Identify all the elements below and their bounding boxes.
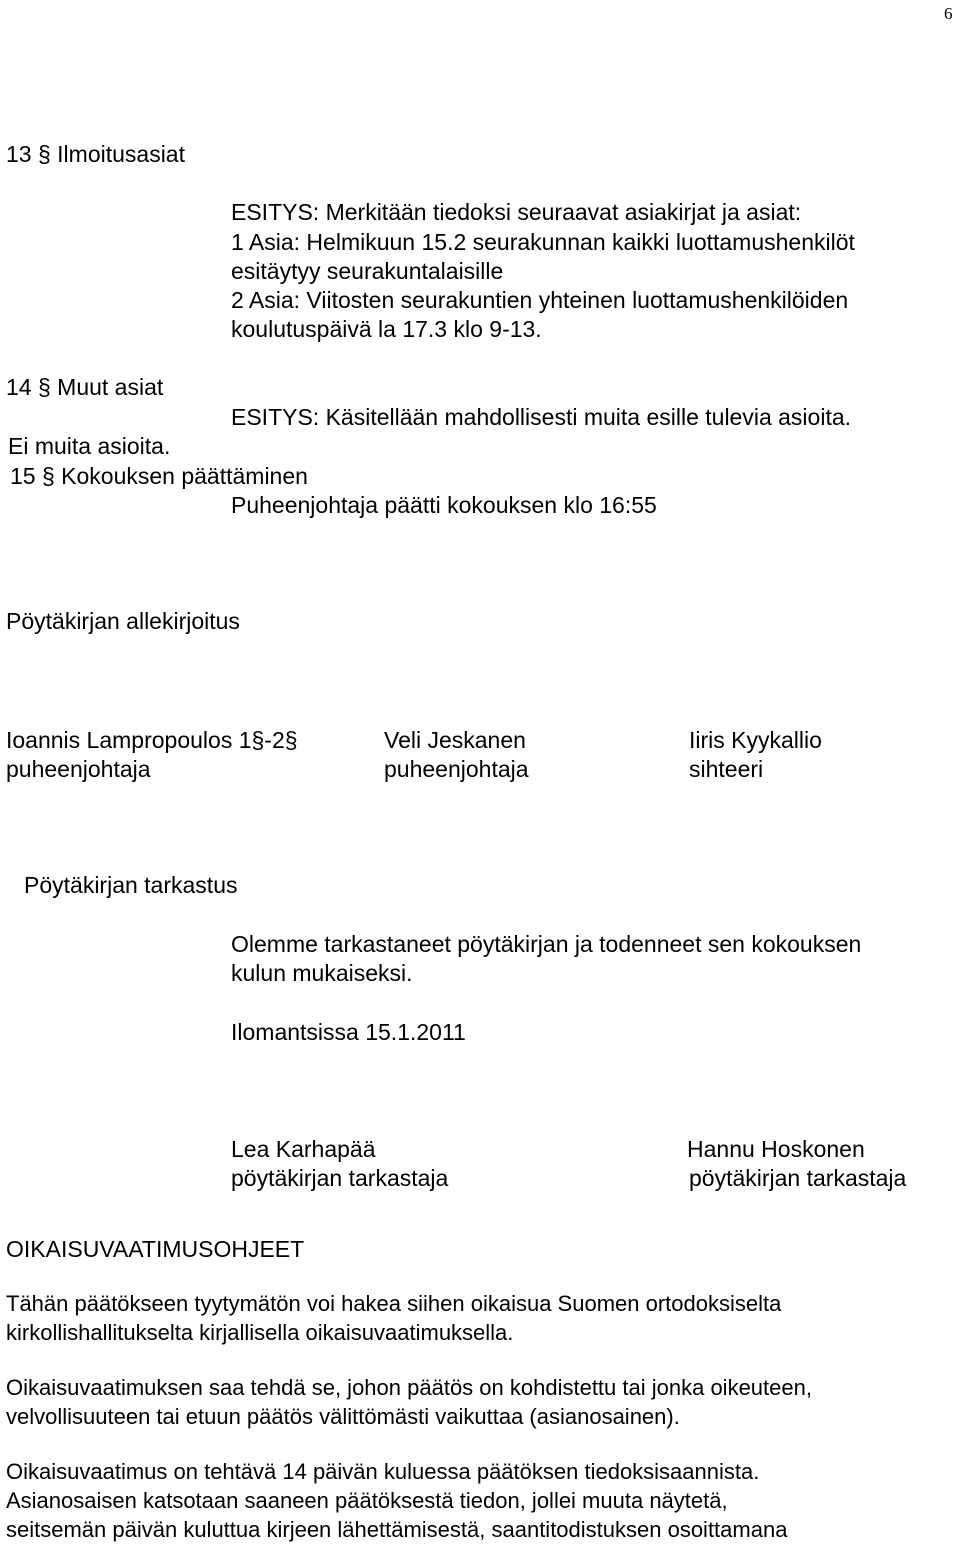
reviewer-role: pöytäkirjan tarkastaja <box>231 1165 449 1191</box>
signer-name: Veli Jeskanen <box>384 727 526 753</box>
page-number: 6 <box>944 4 953 23</box>
section-14-decision: Ei muita asioita. <box>8 433 171 459</box>
review-statement: kulun mukaiseksi. <box>231 960 413 986</box>
section-15-text: Puheenjohtaja päätti kokouksen klo 16:55 <box>231 492 657 518</box>
appeal-paragraph-line: seitsemän päivän kuluttua kirjeen lähettämisestä, saantitodistuksen osoittamana <box>6 1517 788 1542</box>
signer-role: puheenjohtaja <box>384 756 529 782</box>
review-place-date: Ilomantsissa 15.1.2011 <box>231 1019 466 1045</box>
section-13-line: ESITYS: Merkitään tiedoksi seuraavat asiakirjat ja asiat: <box>231 199 802 225</box>
reviewer-name: Hannu Hoskonen <box>687 1136 865 1162</box>
section-15-heading: 15 § Kokouksen päättäminen <box>10 463 308 489</box>
section-14-heading: 14 § Muut asiat <box>6 374 164 400</box>
appeal-paragraph-line: Asianosaisen katsotaan saaneen päätöksestä tiedon, jollei muuta näytetä, <box>6 1488 728 1513</box>
section-13-line: esitäytyy seurakuntalaisille <box>231 258 504 284</box>
appeal-paragraph-line: Oikaisuvaatimus on tehtävä 14 päivän kuluessa päätöksen tiedoksisaannista. <box>6 1459 760 1484</box>
review-heading: Pöytäkirjan tarkastus <box>24 872 238 898</box>
review-statement: Olemme tarkastaneet pöytäkirjan ja todenneet sen kokouksen <box>231 931 862 957</box>
section-13-line: 2 Asia: Viitosten seurakuntien yhteinen luottamushenkilöiden <box>231 287 849 313</box>
reviewer-name: Lea Karhapää <box>231 1136 376 1162</box>
reviewer-role: pöytäkirjan tarkastaja <box>689 1165 907 1191</box>
appeal-paragraph-line: velvollisuuteen tai etuun päätös välittömästi vaikuttaa (asianosainen). <box>6 1404 680 1429</box>
appeal-paragraph-line: Tähän päätökseen tyytymätön voi hakea siihen oikaisua Suomen ortodoksiselta <box>6 1291 782 1316</box>
signer-role: puheenjohtaja <box>6 756 151 782</box>
signatures-heading: Pöytäkirjan allekirjoitus <box>6 608 240 634</box>
signer-name: Ioannis Lampropoulos 1§-2§ <box>6 727 298 753</box>
appeal-paragraph-line: kirkollishallitukselta kirjallisella oikaisuvaatimuksella. <box>6 1320 514 1345</box>
section-13-line: koulutuspäivä la 17.3 klo 9-13. <box>231 316 542 342</box>
section-13-line: 1 Asia: Helmikuun 15.2 seurakunnan kaikki luottamushenkilöt <box>231 229 855 255</box>
appeal-heading: OIKAISUVAATIMUSOHJEET <box>6 1236 305 1262</box>
section-13-heading: 13 § Ilmoitusasiat <box>6 141 185 167</box>
signer-name: Iiris Kyykallio <box>689 727 822 753</box>
signer-role: sihteeri <box>689 756 764 782</box>
appeal-paragraph-line: Oikaisuvaatimuksen saa tehdä se, johon päätös on kohdistettu tai jonka oikeuteen, <box>6 1375 812 1400</box>
section-14-proposal: ESITYS: Käsitellään mahdollisesti muita esille tulevia asioita. <box>231 404 852 430</box>
